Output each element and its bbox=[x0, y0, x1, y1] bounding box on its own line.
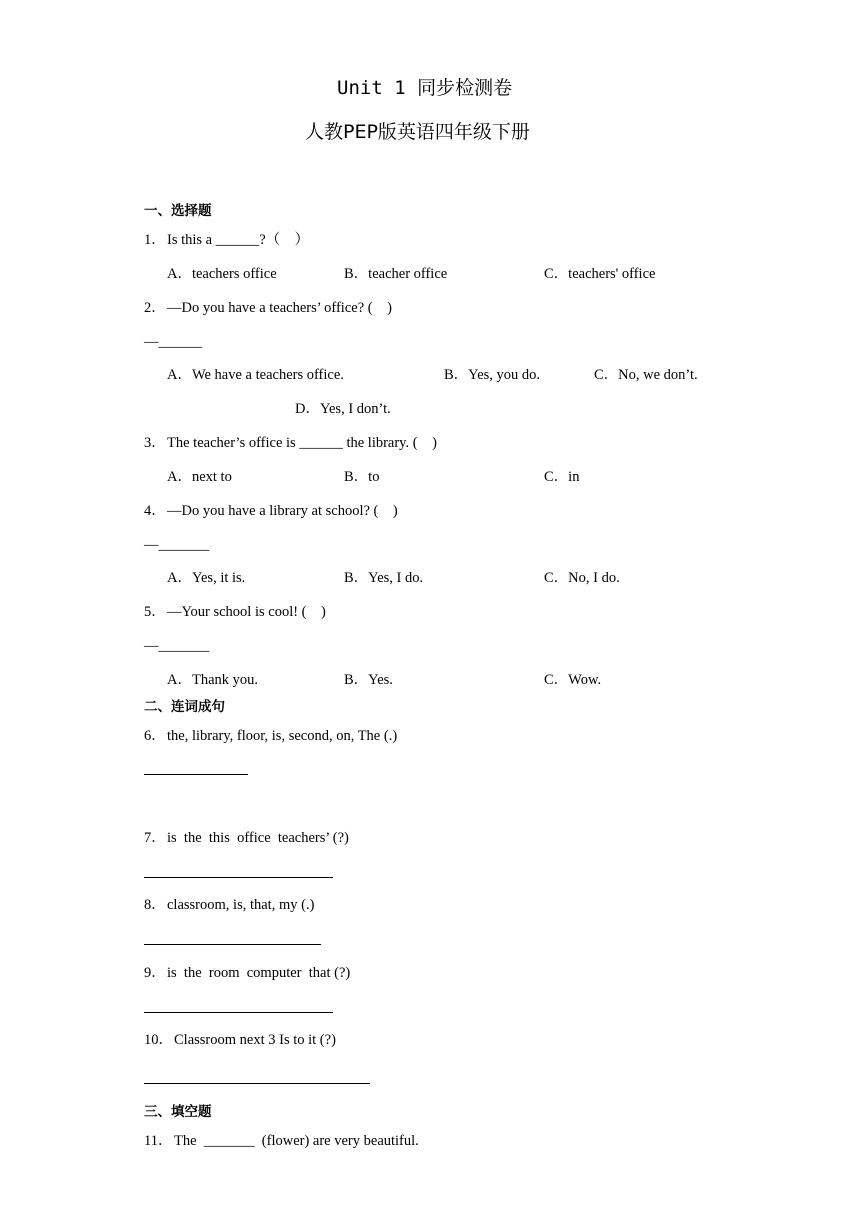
answer-blank: —_______ bbox=[144, 537, 210, 553]
question-number: 3． bbox=[144, 435, 166, 451]
option-a: A．Yes, it is. bbox=[167, 570, 246, 586]
page-subtitle: 人教PEP版英语四年级下册 bbox=[305, 121, 530, 143]
question-text: —Do you have a library at school? ( ) bbox=[167, 503, 398, 519]
option-b: B．to bbox=[344, 469, 380, 485]
option-a: A．next to bbox=[167, 469, 232, 485]
question-number: 5． bbox=[144, 604, 166, 620]
section-heading-sentence: 二、连词成句 bbox=[144, 699, 225, 715]
question-number: 8． bbox=[144, 897, 166, 913]
option-c: C．No, we don’t. bbox=[594, 367, 698, 383]
option-c: C．in bbox=[544, 469, 580, 485]
option-a: A．Thank you. bbox=[167, 672, 259, 688]
option-b: B．teacher office bbox=[344, 266, 448, 282]
option-c: C．No, I do. bbox=[544, 570, 620, 586]
question-text: —Your school is cool! ( ) bbox=[167, 604, 326, 620]
question-text: The teacher’s office is ______ the library. ( ) bbox=[167, 435, 437, 451]
option-a: A．We have a teachers office. bbox=[167, 367, 344, 383]
page-title: Unit 1 同步检测卷 bbox=[337, 77, 513, 99]
answer-blank: —______ bbox=[144, 334, 202, 350]
question-number: 7． bbox=[144, 830, 166, 846]
section-heading-fill: 三、填空题 bbox=[144, 1104, 212, 1120]
answer-line bbox=[144, 774, 248, 775]
answer-blank: —_______ bbox=[144, 638, 210, 654]
question-text: —Do you have a teachers’ office? ( ) bbox=[167, 300, 392, 316]
question-text: Classroom next 3 Is to it (?) bbox=[174, 1032, 336, 1048]
question-number: 9． bbox=[144, 965, 166, 981]
option-b: B．Yes, I do. bbox=[344, 570, 424, 586]
answer-line bbox=[144, 1012, 333, 1013]
section-heading-choice: 一、选择题 bbox=[144, 203, 212, 219]
question-text: is the room computer that (?) bbox=[167, 965, 351, 981]
question-text: classroom, is, that, my (.) bbox=[167, 897, 315, 913]
answer-line bbox=[144, 877, 333, 878]
question-text: The _______ (flower) are very beautiful. bbox=[174, 1133, 419, 1149]
question-number: 11． bbox=[144, 1133, 173, 1149]
option-b: B．Yes, you do. bbox=[444, 367, 541, 383]
answer-line bbox=[144, 944, 321, 945]
option-c: C．Wow. bbox=[544, 672, 602, 688]
question-number: 6． bbox=[144, 728, 166, 744]
option-c: C．teachers' office bbox=[544, 266, 656, 282]
question-number: 2． bbox=[144, 300, 166, 316]
question-text: the, library, floor, is, second, on, The (.) bbox=[167, 728, 398, 744]
question-number: 1． bbox=[144, 232, 166, 248]
question-number: 10． bbox=[144, 1032, 173, 1048]
question-text: Is this a ______?（ ） bbox=[167, 232, 310, 248]
option-a: A．teachers office bbox=[167, 266, 277, 282]
answer-line bbox=[144, 1083, 370, 1084]
question-number: 4． bbox=[144, 503, 166, 519]
question-text: is the this office teachers’ (?) bbox=[167, 830, 349, 846]
option-d: D．Yes, I don’t. bbox=[295, 401, 391, 417]
option-b: B．Yes. bbox=[344, 672, 393, 688]
